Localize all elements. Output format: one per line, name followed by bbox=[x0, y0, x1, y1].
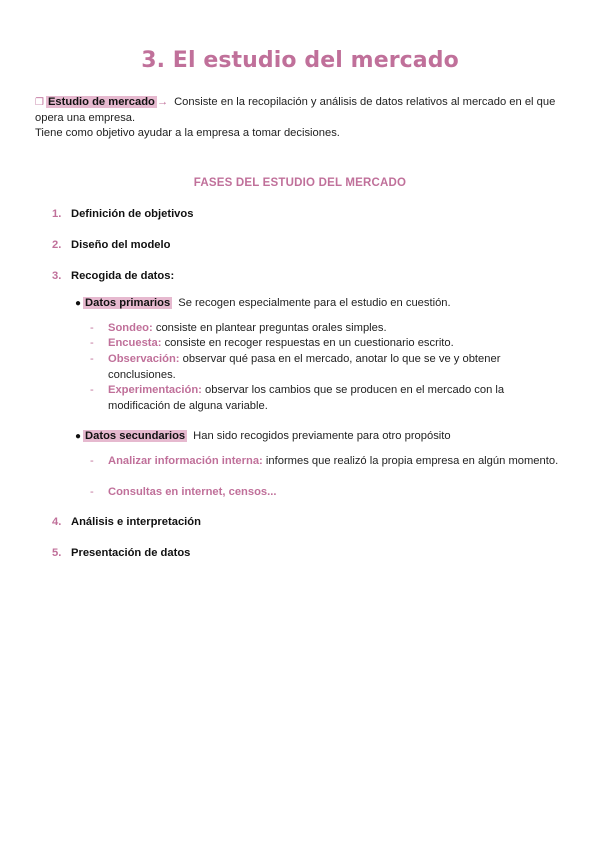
datos-secundarios-desc: Han sido recogidos previamente para otro propósito bbox=[193, 430, 451, 442]
item-text: observar qué pasa en el mercado, anotar lo que se ve y obtener conclusiones. bbox=[108, 353, 501, 381]
datos-secundarios bbox=[75, 430, 451, 442]
dash-bullet: - bbox=[90, 353, 94, 365]
list-item bbox=[90, 383, 560, 414]
datos-primarios-desc: Se recogen especialmente para el estudio en cuestión. bbox=[178, 297, 451, 309]
phase-item bbox=[52, 547, 190, 559]
item-term: Observación: bbox=[108, 353, 180, 365]
item-term: Experimentación: bbox=[108, 384, 202, 396]
phase-number: 2. bbox=[52, 239, 62, 251]
phase-item bbox=[52, 270, 174, 282]
phase-number: 4. bbox=[52, 516, 62, 528]
list-item bbox=[90, 321, 560, 337]
list-item bbox=[90, 454, 560, 470]
list-item bbox=[90, 352, 560, 383]
phase-number: 3. bbox=[52, 270, 62, 282]
arrow-right-icon: → bbox=[156, 96, 169, 108]
phase-item bbox=[52, 208, 193, 220]
intro-term: Estudio de mercado bbox=[47, 96, 155, 108]
dash-bullet: - bbox=[90, 322, 94, 334]
page-title: 3. El estudio del mercado bbox=[141, 48, 459, 73]
dash-bullet: - bbox=[90, 337, 94, 349]
bullet-dot-icon: ● bbox=[75, 298, 82, 309]
intro-paragraph bbox=[35, 95, 575, 142]
list-item bbox=[90, 485, 560, 501]
phase-label: Recogida de datos: bbox=[71, 270, 175, 282]
phase-item bbox=[52, 239, 170, 251]
item-text: observar los cambios que se producen en el mercado con la modificación de alguna variable. bbox=[108, 384, 505, 412]
intro-text: Consiste en la recopilación y análisis de datos relativos al mercado en el que opera una empresa. bbox=[35, 96, 556, 124]
list-item bbox=[90, 336, 560, 352]
phase-label: Presentación de datos bbox=[71, 547, 191, 559]
item-text: consiste en recoger respuestas en un cuestionario escrito. bbox=[164, 337, 454, 349]
item-text: informes que realizó la propia empresa en algún momento. bbox=[265, 455, 559, 467]
phase-number: 5. bbox=[52, 547, 62, 559]
phase-item bbox=[52, 516, 201, 528]
intro-text-2: Tiene como objetivo ayudar a la empresa a tomar decisiones. bbox=[35, 127, 340, 139]
dash-bullet: - bbox=[90, 455, 94, 467]
item-term: Encuesta: bbox=[108, 337, 162, 349]
phase-number: 1. bbox=[52, 208, 62, 220]
dash-bullet: - bbox=[90, 486, 94, 498]
datos-secundarios-term: Datos secundarios bbox=[85, 430, 186, 442]
item-term: Consultas en internet, censos... bbox=[108, 486, 277, 498]
dash-bullet: - bbox=[90, 384, 94, 396]
section-title: FASES DEL ESTUDIO DEL MERCADO bbox=[193, 177, 407, 189]
item-term: Sondeo: bbox=[108, 322, 153, 334]
bullet-dot-icon: ● bbox=[75, 431, 82, 442]
phase-label: Definición de objetivos bbox=[71, 208, 194, 220]
phase-label: Diseño del modelo bbox=[71, 239, 171, 251]
datos-primarios-term: Datos primarios bbox=[85, 297, 171, 309]
checkbox-bullet-icon: ❐ bbox=[35, 97, 44, 108]
phase-label: Análisis e interpretación bbox=[71, 516, 201, 528]
item-text: consiste en plantear preguntas orales simples. bbox=[155, 322, 387, 334]
item-term: Analizar información interna: bbox=[108, 455, 263, 467]
datos-primarios bbox=[75, 297, 451, 309]
